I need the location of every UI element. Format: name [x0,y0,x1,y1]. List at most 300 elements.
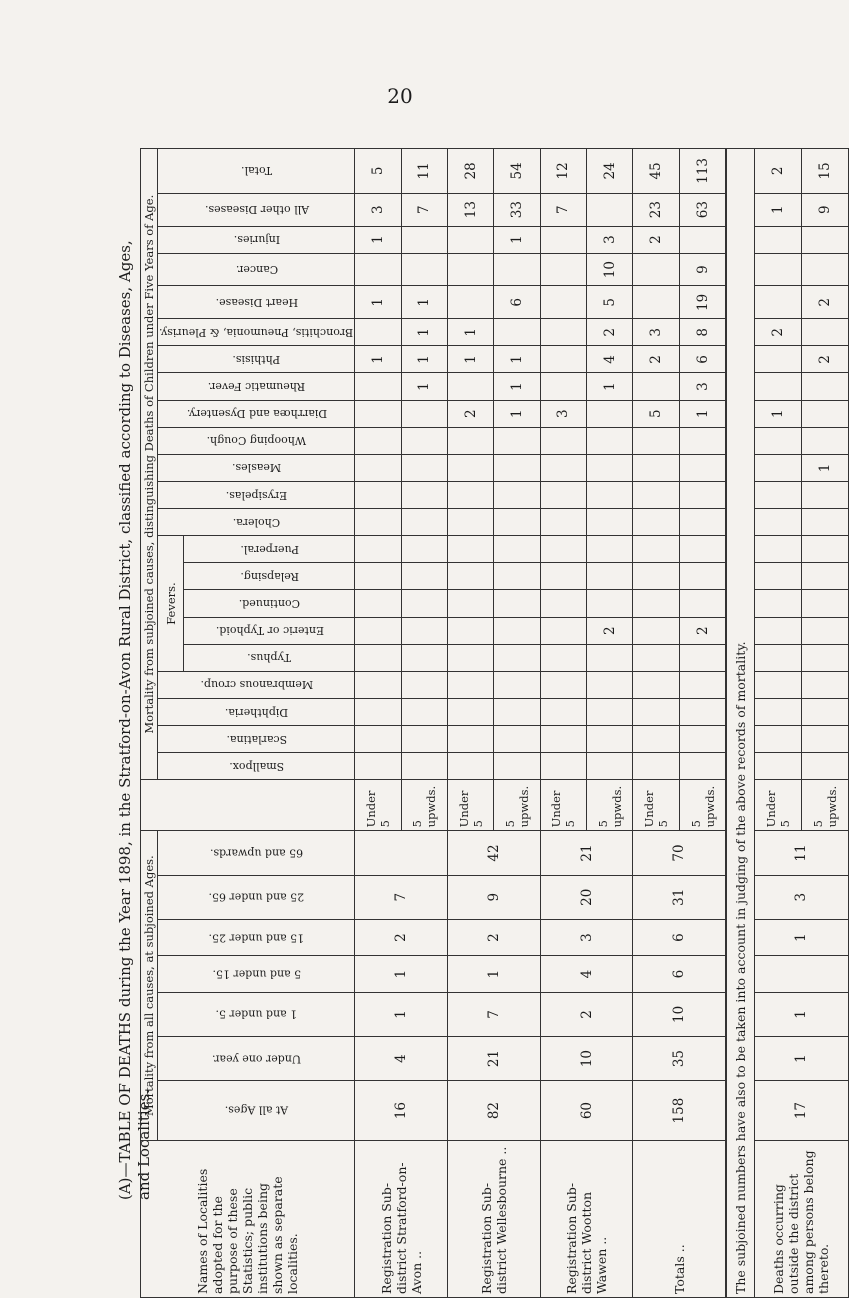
cause-cell [401,563,447,590]
cause-cell [494,482,540,509]
cause-cell: 1 [355,346,401,373]
cause-cell [754,482,801,509]
cause-cell [679,454,726,481]
cause-cell [801,253,848,286]
cause-cell [401,482,447,509]
cause-cell: 2 [447,400,493,427]
cause-cell: 45 [633,149,679,194]
cause-cell: 23 [633,193,679,226]
cause-header: Membranous croup. [158,671,355,698]
age-header: 15 and under 25. [158,919,355,956]
all-causes-cell: 11 [754,831,848,875]
cause-cell: 15 [801,149,848,194]
cause-cell: 1 [447,346,493,373]
cause-cell [801,563,848,590]
cause-cell: 1 [801,454,848,481]
cause-cell [801,226,848,253]
cause-cell [801,509,848,536]
cause-cell [679,427,726,454]
cause-cell [540,346,586,373]
cause-cell [494,319,540,346]
cause-header: Heart Disease. [158,286,355,319]
cause-cell [401,226,447,253]
all-causes-cell: 42 [447,831,540,875]
cause-cell [355,373,401,400]
sub-age-label: 5 upwds. [801,780,848,831]
cause-cell [401,671,447,698]
cause-cell [494,536,540,563]
fevers-header: Fevers. [158,536,184,672]
all-causes-cell [355,831,448,875]
cause-cell [679,671,726,698]
cause-cell [754,617,801,644]
all-causes-cell: 20 [540,875,633,919]
cause-cell [633,753,679,780]
sub-age-label: 5 upwds. [494,780,540,831]
locality-name: Registration Sub-district Wellesbourne .. [447,1141,540,1298]
cause-cell [587,427,633,454]
all-causes-cell: 1 [355,956,448,993]
cause-cell: 12 [540,149,586,194]
note-row [726,149,754,1298]
cause-cell [447,644,493,671]
cause-cell [679,644,726,671]
cause-cell: 5 [355,149,401,194]
cause-header: Bronchitis, Pneumonia, & Pleurisy. [158,319,355,346]
cause-cell [587,726,633,753]
cause-cell [494,590,540,617]
fever-header: Relapsing. [184,563,355,590]
all-causes-cell: 82 [447,1081,540,1141]
cause-cell [754,509,801,536]
cause-cell [401,726,447,753]
cause-cell [540,482,586,509]
cause-cell [355,253,401,286]
page-number: 20 [387,84,413,108]
sub-age-label: Under 5 [540,780,586,831]
cause-cell [633,699,679,726]
cause-cell [355,617,401,644]
cause-cell: 7 [540,193,586,226]
cause-cell [679,590,726,617]
cause-cell: 33 [494,193,540,226]
cause-cell [679,509,726,536]
sub-age-label: 5 upwds. [679,780,726,831]
cause-header: Phthisis. [158,346,355,373]
cause-cell [401,644,447,671]
cause-cell: 1 [447,319,493,346]
cause-cell [447,726,493,753]
locality-name: Deaths occurring outside the district among persons belong thereto. [754,1141,848,1298]
cause-cell [401,509,447,536]
cause-header: Diarrhœa and Dysentery. [158,400,355,427]
all-causes-cell: 2 [540,992,633,1036]
locality-name: Totals .. [633,1141,727,1298]
cause-cell [754,536,801,563]
cause-cell [587,644,633,671]
all-causes-cell: 2 [447,919,540,956]
cause-cell: 1 [754,400,801,427]
cause-cell [754,454,801,481]
cause-cell [801,671,848,698]
cause-cell [540,590,586,617]
cause-cell [447,699,493,726]
sub-age-label: Under 5 [754,780,801,831]
cause-cell [494,753,540,780]
all-causes-cell: 1 [754,992,848,1036]
cause-cell [494,617,540,644]
cause-header: Rheumatic Fever. [158,373,355,400]
cause-cell: 2 [754,149,801,194]
all-causes-cell: 7 [447,992,540,1036]
cause-cell [754,373,801,400]
cause-header: Diphtheria. [158,699,355,726]
cause-cell: 1 [494,400,540,427]
cause-header: Smallpox. [158,753,355,780]
cause-cell [633,590,679,617]
cause-cell [587,509,633,536]
cause-cell [540,671,586,698]
cause-cell [754,753,801,780]
cause-cell [355,509,401,536]
cause-cell [494,726,540,753]
all-causes-cell: 35 [633,1036,727,1080]
cause-cell [587,536,633,563]
table-row [633,149,679,1298]
cause-cell [355,482,401,509]
cause-cell: 7 [401,193,447,226]
all-causes-cell: 10 [540,1036,633,1080]
sub-age-label: Under 5 [633,780,679,831]
cause-cell [679,482,726,509]
sub-age-label: 5 upwds. [587,780,633,831]
cause-cell: 3 [355,193,401,226]
cause-cell [447,563,493,590]
age-header: 25 and under 65. [158,875,355,919]
cause-cell: 113 [679,149,726,194]
cause-cell [587,454,633,481]
cause-cell [754,427,801,454]
cause-cell [801,319,848,346]
cause-cell [447,427,493,454]
cause-cell [801,482,848,509]
cause-cell [540,726,586,753]
cause-cell [540,644,586,671]
cause-cell: 19 [679,286,726,319]
locality-name: Registration Sub-district Wootton Wawen .. [540,1141,633,1298]
cause-cell [447,286,493,319]
cause-cell [587,193,633,226]
cause-cell [355,644,401,671]
cause-cell [633,671,679,698]
cause-cell [633,509,679,536]
cause-cell [494,563,540,590]
cause-cell: 3 [633,319,679,346]
cause-cell [633,427,679,454]
all-causes-cell: 10 [633,992,727,1036]
cause-cell [355,563,401,590]
cause-cell [754,563,801,590]
cause-cell [587,482,633,509]
all-causes-cell [754,956,848,993]
fever-header: Enteric or Typhoid. [184,617,355,644]
cause-cell: 24 [587,149,633,194]
all-causes-cell: 1 [447,956,540,993]
cause-cell [355,536,401,563]
cause-cell [587,671,633,698]
cause-cell [401,617,447,644]
all-causes-cell: 1 [355,992,448,1036]
cause-header: Scarlatina. [158,726,355,753]
cause-cell [401,427,447,454]
cause-cell: 5 [633,400,679,427]
cause-cell [540,286,586,319]
cause-cell [679,699,726,726]
cause-cell [401,590,447,617]
cause-cell [447,482,493,509]
cause-cell: 2 [801,346,848,373]
cause-cell [447,536,493,563]
cause-cell [540,699,586,726]
cause-cell [355,454,401,481]
age-header: Under one year. [158,1036,355,1080]
cause-cell [679,536,726,563]
cause-cell [447,373,493,400]
all-causes-cell: 4 [355,1036,448,1080]
cause-cell: 1 [401,346,447,373]
cause-cell [540,319,586,346]
cause-cell [679,753,726,780]
sub-age-header [141,780,355,831]
sub-age-label: 5 upwds. [401,780,447,831]
cause-cell: 54 [494,149,540,194]
cause-cell [494,699,540,726]
cause-cell: 2 [633,226,679,253]
cause-cell: 3 [679,373,726,400]
cause-cell [754,644,801,671]
all-causes-header: Mortality from all causes, at subjoined Ages. [141,831,158,1141]
table-row [754,149,801,1298]
table-row [355,149,401,1298]
cause-cell: 1 [679,400,726,427]
cause-cell: 2 [754,319,801,346]
cause-cell [754,253,801,286]
cause-cell: 8 [679,319,726,346]
cause-header: Injuries. [158,226,355,253]
cause-cell [494,253,540,286]
cause-cell [540,373,586,400]
cause-cell: 4 [587,346,633,373]
cause-cell [447,617,493,644]
cause-cell [754,726,801,753]
cause-cell [355,590,401,617]
cause-cell [587,400,633,427]
all-causes-cell: 21 [540,831,633,875]
deaths-table [140,148,849,1298]
sub-age-label: Under 5 [447,780,493,831]
all-causes-cell: 9 [447,875,540,919]
cause-cell [494,427,540,454]
cause-cell [754,346,801,373]
cause-cell [801,400,848,427]
cause-cell: 1 [494,226,540,253]
all-causes-cell: 6 [633,919,727,956]
cause-cell: 1 [355,286,401,319]
cause-cell [401,536,447,563]
cause-cell: 63 [679,193,726,226]
title-line-2: and Localities. [135,1088,153,1200]
all-causes-cell: 3 [754,875,848,919]
cause-cell [401,699,447,726]
cause-cell [540,427,586,454]
cause-cell [754,226,801,253]
age-header: 5 and under 15. [158,956,355,993]
cause-cell [754,286,801,319]
age-header: At all Ages. [158,1081,355,1141]
cause-cell [801,427,848,454]
cause-cell [540,253,586,286]
cause-cell [633,286,679,319]
cause-cell [679,726,726,753]
cause-cell [540,509,586,536]
cause-cell [801,753,848,780]
cause-cell [540,454,586,481]
fever-header: Continued. [184,590,355,617]
cause-header: Cancer. [158,253,355,286]
all-causes-cell: 31 [633,875,727,919]
cause-cell: 3 [540,400,586,427]
cause-cell [754,699,801,726]
locality-header: Names of Localities adopted for the purpose of these Statistics; public institutions being shown as separate localities. [141,1141,355,1298]
all-causes-cell: 1 [754,1036,848,1080]
cause-cell [633,482,679,509]
cause-cell [754,590,801,617]
cause-cell [801,536,848,563]
cause-cell: 1 [355,226,401,253]
table-row [447,149,493,1298]
cause-cell [355,671,401,698]
cause-cell [801,590,848,617]
title-line-1: (A)—TABLE OF DEATHS during the Year 1898, in the Stratford-on-Avon Rural District, classified according to Diseases, Ages, [116,240,134,1200]
all-causes-cell: 3 [540,919,633,956]
table-body [355,149,849,1298]
age-header: 65 and upwards. [158,831,355,875]
cause-cell: 1 [587,373,633,400]
cause-cell [633,617,679,644]
cause-cell: 1 [401,373,447,400]
cause-cell [540,617,586,644]
cause-cell [355,753,401,780]
all-causes-cell: 2 [355,919,448,956]
sub-age-label: Under 5 [355,780,401,831]
cause-cell [355,319,401,346]
cause-cell [447,454,493,481]
cause-cell: 11 [401,149,447,194]
all-causes-cell: 7 [355,875,448,919]
cause-cell [447,753,493,780]
cause-cell: 2 [587,617,633,644]
cause-cell [540,563,586,590]
cause-cell: 1 [754,193,801,226]
cause-cell [587,753,633,780]
cause-cell [587,563,633,590]
cause-cell [355,427,401,454]
fever-header: Puerperal. [184,536,355,563]
cause-cell [633,454,679,481]
cause-cell [540,753,586,780]
cause-cell [540,226,586,253]
cause-cell [587,590,633,617]
mortality-note: The subjoined numbers have also to be taken into account in judging of the above records of mortality. [726,149,754,1298]
cause-cell [401,454,447,481]
cause-cell [401,400,447,427]
cause-cell: 2 [633,346,679,373]
cause-cell [754,671,801,698]
cause-cell: 6 [679,346,726,373]
all-causes-cell: 158 [633,1081,727,1141]
all-causes-cell: 4 [540,956,633,993]
cause-cell [447,671,493,698]
cause-cell: 2 [679,617,726,644]
cause-cell: 2 [587,319,633,346]
age-header: 1 and under 5. [158,992,355,1036]
cause-cell: 13 [447,193,493,226]
cause-cell [447,226,493,253]
cause-cell [801,699,848,726]
locality-name: Registration Sub-district Stratford-on-Avon .. [355,1141,448,1298]
cause-cell [355,400,401,427]
cause-cell: 3 [587,226,633,253]
cause-cell: 9 [679,253,726,286]
cause-cell: 5 [587,286,633,319]
cause-cell [447,253,493,286]
cause-cell [494,509,540,536]
all-causes-cell: 21 [447,1036,540,1080]
cause-cell: 1 [494,346,540,373]
all-causes-cell: 16 [355,1081,448,1141]
cause-cell [633,563,679,590]
cause-cell [494,454,540,481]
cause-cell: 9 [801,193,848,226]
subjoined-causes-header: Mortality from subjoined causes, distinguishing Deaths of Children under Five Years of Age. [141,149,158,780]
cause-cell [633,726,679,753]
all-causes-cell: 60 [540,1081,633,1141]
cause-cell [801,726,848,753]
cause-cell: 6 [494,286,540,319]
cause-cell: 28 [447,149,493,194]
cause-cell [679,226,726,253]
cause-cell: 1 [401,286,447,319]
cause-cell [355,699,401,726]
all-causes-cell: 1 [754,919,848,956]
cause-cell [494,671,540,698]
cause-cell: 2 [801,286,848,319]
cause-cell: 1 [494,373,540,400]
all-causes-cell: 17 [754,1081,848,1141]
cause-cell [355,726,401,753]
all-causes-cell: 6 [633,956,727,993]
cause-cell [494,644,540,671]
cause-cell [447,590,493,617]
cause-header: Whooping Cough. [158,427,355,454]
cause-cell [633,644,679,671]
cause-cell [801,644,848,671]
cause-cell [801,617,848,644]
all-causes-cell: 70 [633,831,727,875]
cause-cell [587,699,633,726]
cause-header: Measles. [158,454,355,481]
cause-cell [801,373,848,400]
